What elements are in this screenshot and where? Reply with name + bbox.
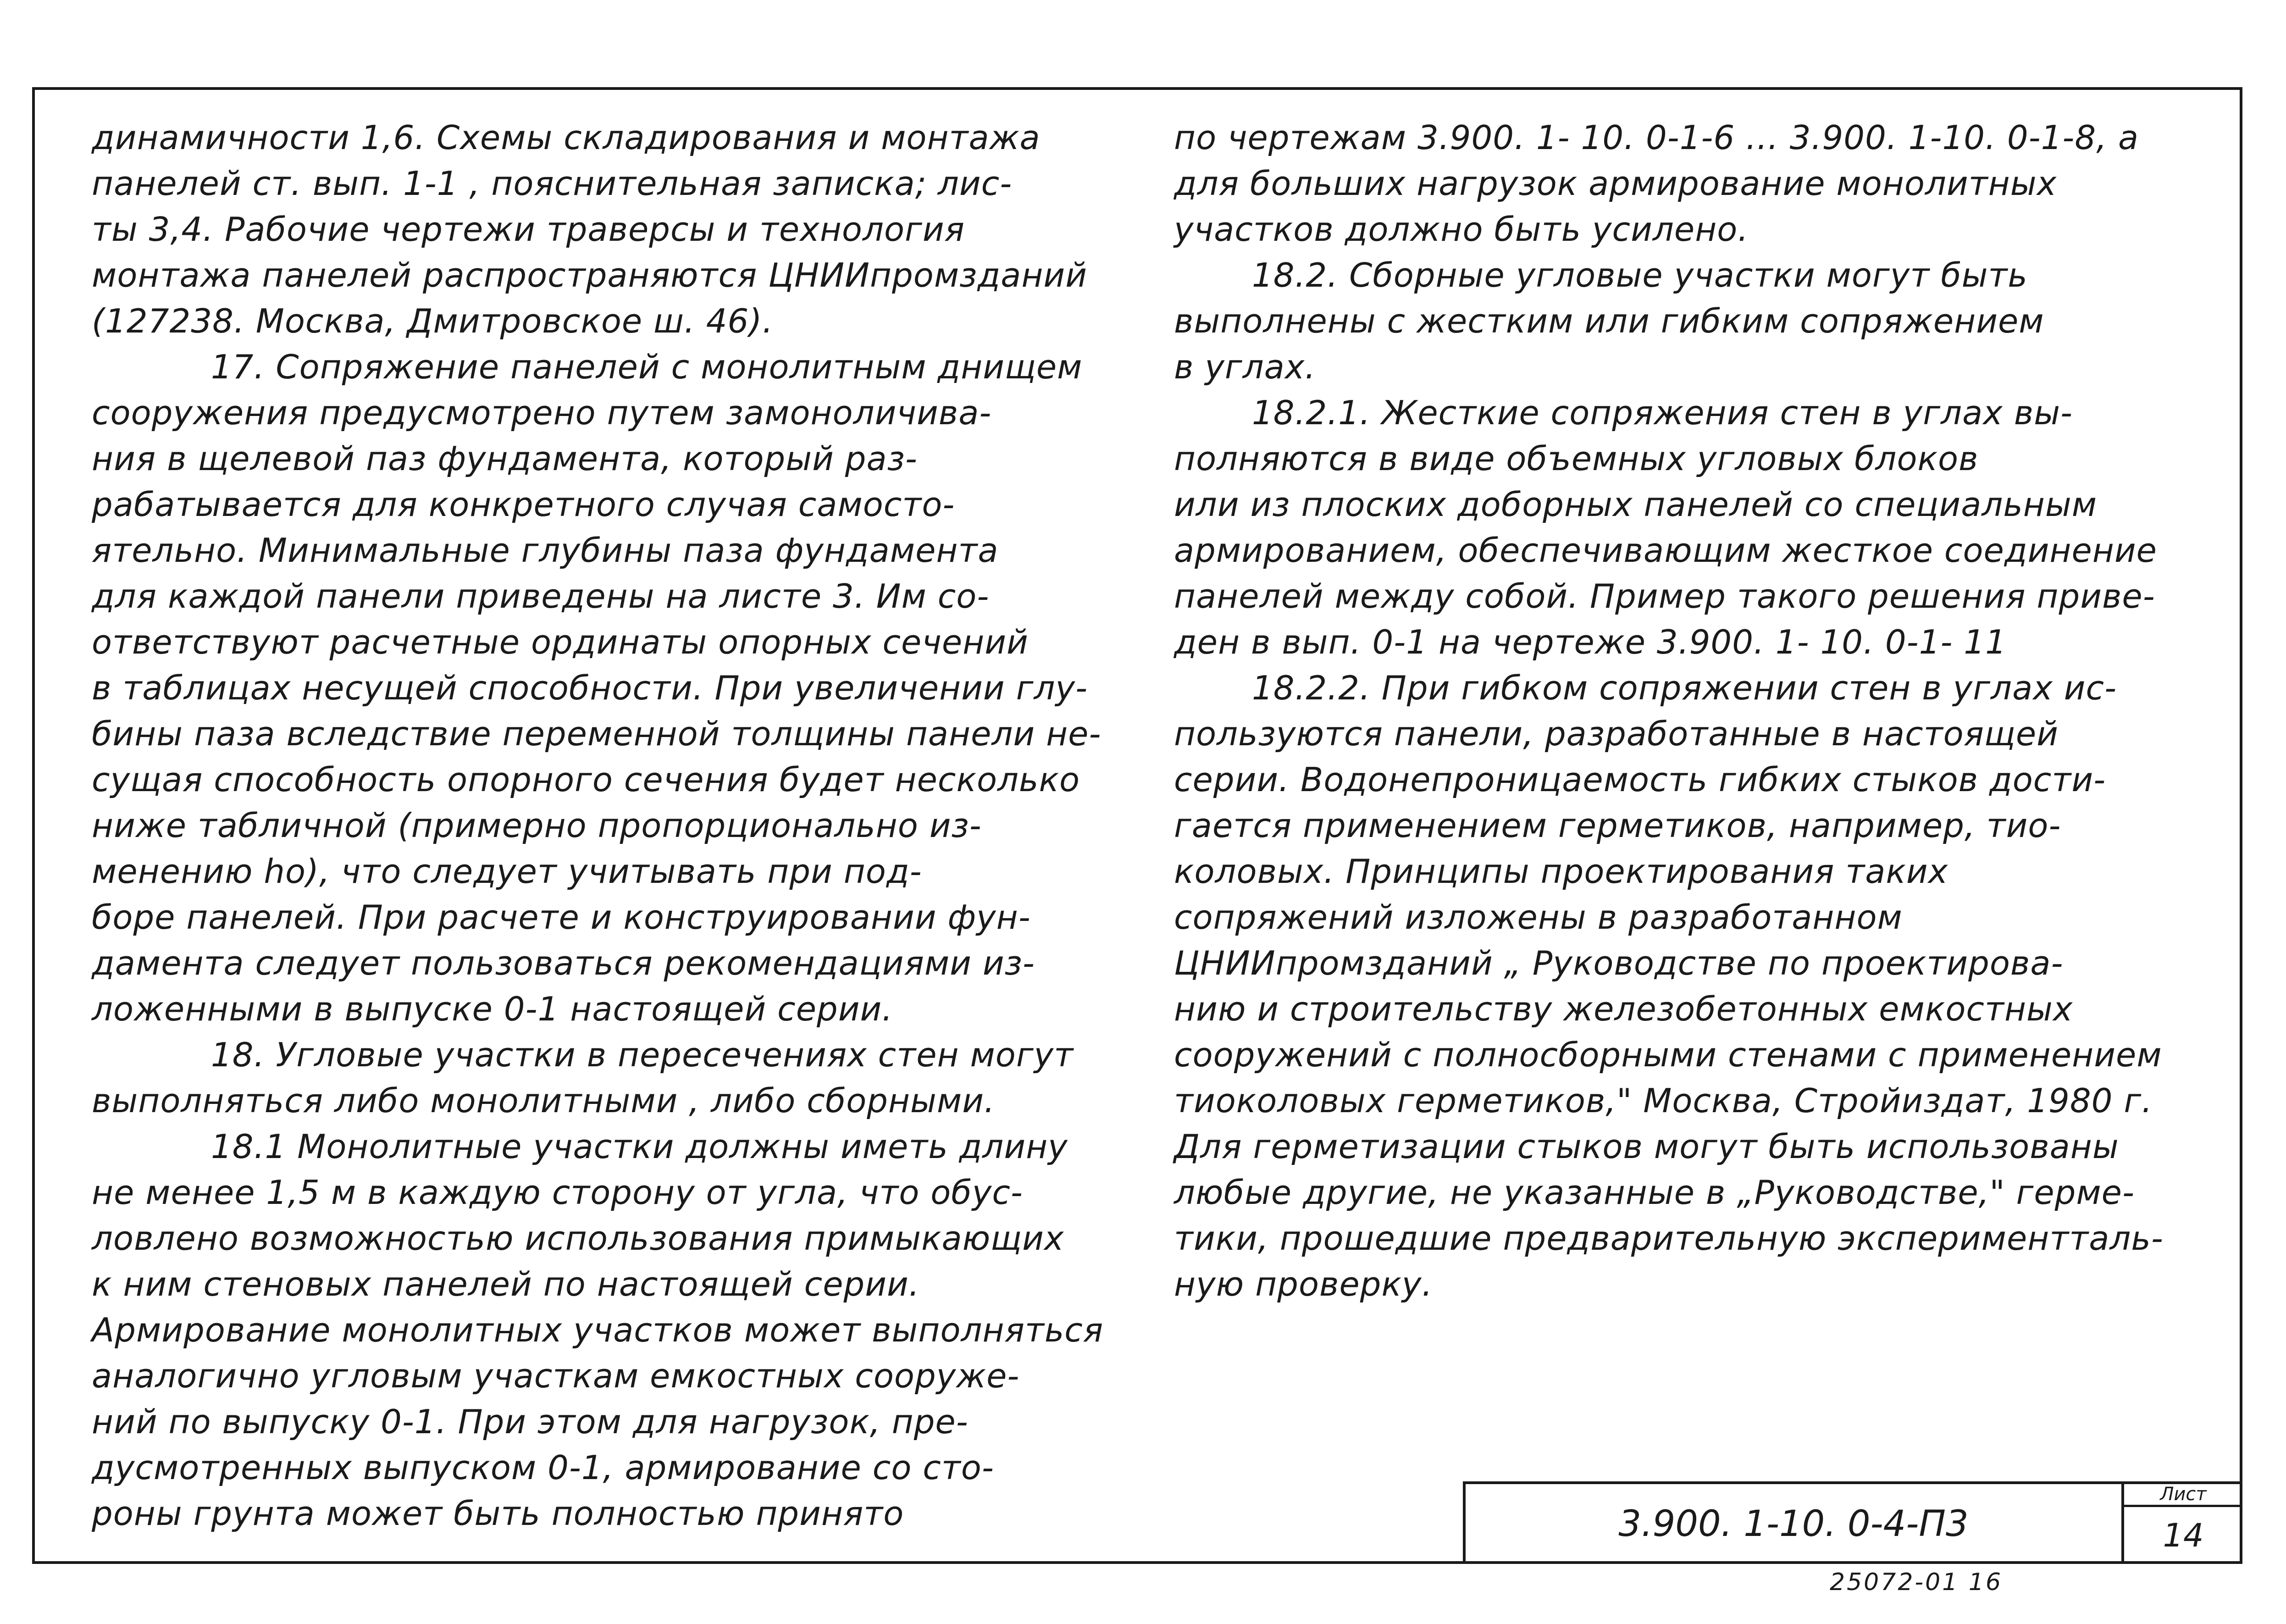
text-line: ниже табличной (примерно пропорционально из- (92, 806, 982, 845)
text-line: ден в вып. 0-1 на чертеже 3.900. 1- 10. 0-1- 11 (1174, 623, 2007, 661)
text-line: армированием, обеспечивающим жесткое соединение (1174, 531, 2157, 570)
text-line: панелей между собой. Пример такого решения приве- (1174, 577, 2155, 615)
paragraph-18-2-1-start: 18.2.1. Жесткие сопряжения стен в углах вы- (1252, 394, 2073, 432)
text-line: дамента следует пользоваться рекомендациями из- (92, 944, 1035, 982)
text-line: динамичности 1,6. Схемы складирования и монтажа (92, 118, 1041, 157)
text-column-right (1174, 115, 2229, 1307)
text-line: выполнены с жестким или гибким сопряжением (1174, 302, 2044, 340)
text-line: бины паза вследствие переменной толщины панели не- (92, 715, 1101, 753)
text-column-left (92, 115, 1104, 1536)
text-line: менению ho), что следует учитывать при под- (92, 852, 922, 891)
text-line: гается применением герметиков, например, тио- (1174, 806, 2061, 845)
paragraph-18-start: 18. Угловые участки в пересечениях стен могут (211, 1036, 1074, 1074)
sheet-label: Лист (2124, 1484, 2242, 1507)
text-line: в углах. (1174, 348, 1316, 386)
archive-number: 25072-01 16 (1830, 1569, 2003, 1596)
text-line: выполняться либо монолитными , либо сборными. (92, 1081, 995, 1120)
text-line: панелей ст. вып. 1-1 , пояснительная записка; лис- (92, 164, 1013, 203)
text-line: ловлено возможностью использования примыкающих (92, 1219, 1064, 1258)
text-line: сооружений с полносборными стенами с применением (1174, 1036, 2162, 1074)
text-line: ятельно. Минимальные глубины паза фундамента (92, 531, 999, 570)
text-line: тики, прошедшие предварительную экспериментталь- (1174, 1219, 2164, 1258)
text-line: Для герметизации стыков могут быть использованы (1174, 1127, 2119, 1166)
text-line: полняются в виде объемных угловых блоков (1174, 439, 1979, 478)
text-line: тиоколовых герметиков," Москва, Стройиздат, 1980 г. (1174, 1081, 2153, 1120)
text-line: участков должно быть усилено. (1174, 210, 1749, 249)
text-line: рабатывается для конкретного случая самосто- (92, 485, 955, 524)
text-line: ответствуют расчетные ординаты опорных сечений (92, 623, 1029, 661)
text-line: коловых. Принципы проектирования таких (1174, 852, 1948, 891)
text-line: нию и строительству железобетонных емкостных (1174, 990, 2073, 1028)
text-line: ты 3,4. Рабочие чертежи траверсы и технология (92, 210, 965, 249)
text-line: в таблицах несущей способности. При увеличении глу- (92, 669, 1088, 707)
text-line: ния в щелевой паз фундамента, который раз- (92, 439, 918, 478)
text-line: боре панелей. При расчете и конструировании фун- (92, 898, 1031, 937)
document-code: 3.900. 1-10. 0-4-П3 (1618, 1503, 1969, 1545)
text-line: для каждой панели приведены на листе 3. Им со- (92, 577, 990, 615)
text-line: Армирование монолитных участков может выполняться (92, 1311, 1104, 1349)
text-line: сопряжений изложены в разработанном (1174, 898, 1903, 937)
text-line: не менее 1,5 м в каждую сторону от угла, что обус- (92, 1173, 1023, 1212)
text-line: серии. Водонепроницаемость гибких стыков дости- (1174, 760, 2106, 799)
paragraph-18-2-2-start: 18.2.2. При гибком сопряжении стен в углах ис- (1252, 669, 2117, 707)
paragraph-18-1-start: 18.1 Монолитные участки должны иметь длину (211, 1127, 1068, 1166)
text-line: для больших нагрузок армирование монолитных (1174, 164, 2057, 203)
text-line: к ним стеновых панелей по настоящей серии. (92, 1265, 920, 1303)
text-line: по чертежам 3.900. 1- 10. 0-1-6 ... 3.900. 1-10. 0-1-8, а (1174, 118, 2139, 157)
sheet-number: 14 (2163, 1517, 2204, 1554)
text-line: (127238. Москва, Дмитровское ш. 46). (92, 302, 774, 340)
text-line: или из плоских доборных панелей со специальным (1174, 485, 2098, 524)
text-line: дусмотренных выпуском 0-1, армирование со сто- (92, 1448, 994, 1487)
text-line: ную проверку. (1174, 1265, 1433, 1303)
paragraph-18-2-start: 18.2. Сборные угловые участки могут быть (1252, 256, 2028, 294)
sheet-cell (2121, 1484, 2242, 1564)
text-line: сущая способность опорного сечения будет несколько (92, 760, 1080, 799)
text-line: сооружения предусмотрено путем замоноличива- (92, 394, 992, 432)
text-line: монтажа панелей распространяются ЦНИИпромзданий (92, 256, 1087, 294)
title-block (1463, 1481, 2242, 1564)
text-line: роны грунта может быть полностью принято (92, 1494, 904, 1533)
text-line: пользуются панели, разработанные в настоящей (1174, 715, 2059, 753)
paragraph-17-start: 17. Сопряжение панелей с монолитным днищем (211, 348, 1083, 386)
text-line: ний по выпуску 0-1. При этом для нагрузок, пре- (92, 1402, 969, 1441)
text-line: ЦНИИпромзданий „ Руководстве по проектирова- (1174, 944, 2064, 982)
text-line: любые другие, не указанные в „Руководстве," герме- (1174, 1173, 2135, 1212)
text-line: аналогично угловым участкам емкостных сооруже- (92, 1357, 1020, 1395)
text-line: ложенными в выпуске 0-1 настоящей серии. (92, 990, 893, 1028)
